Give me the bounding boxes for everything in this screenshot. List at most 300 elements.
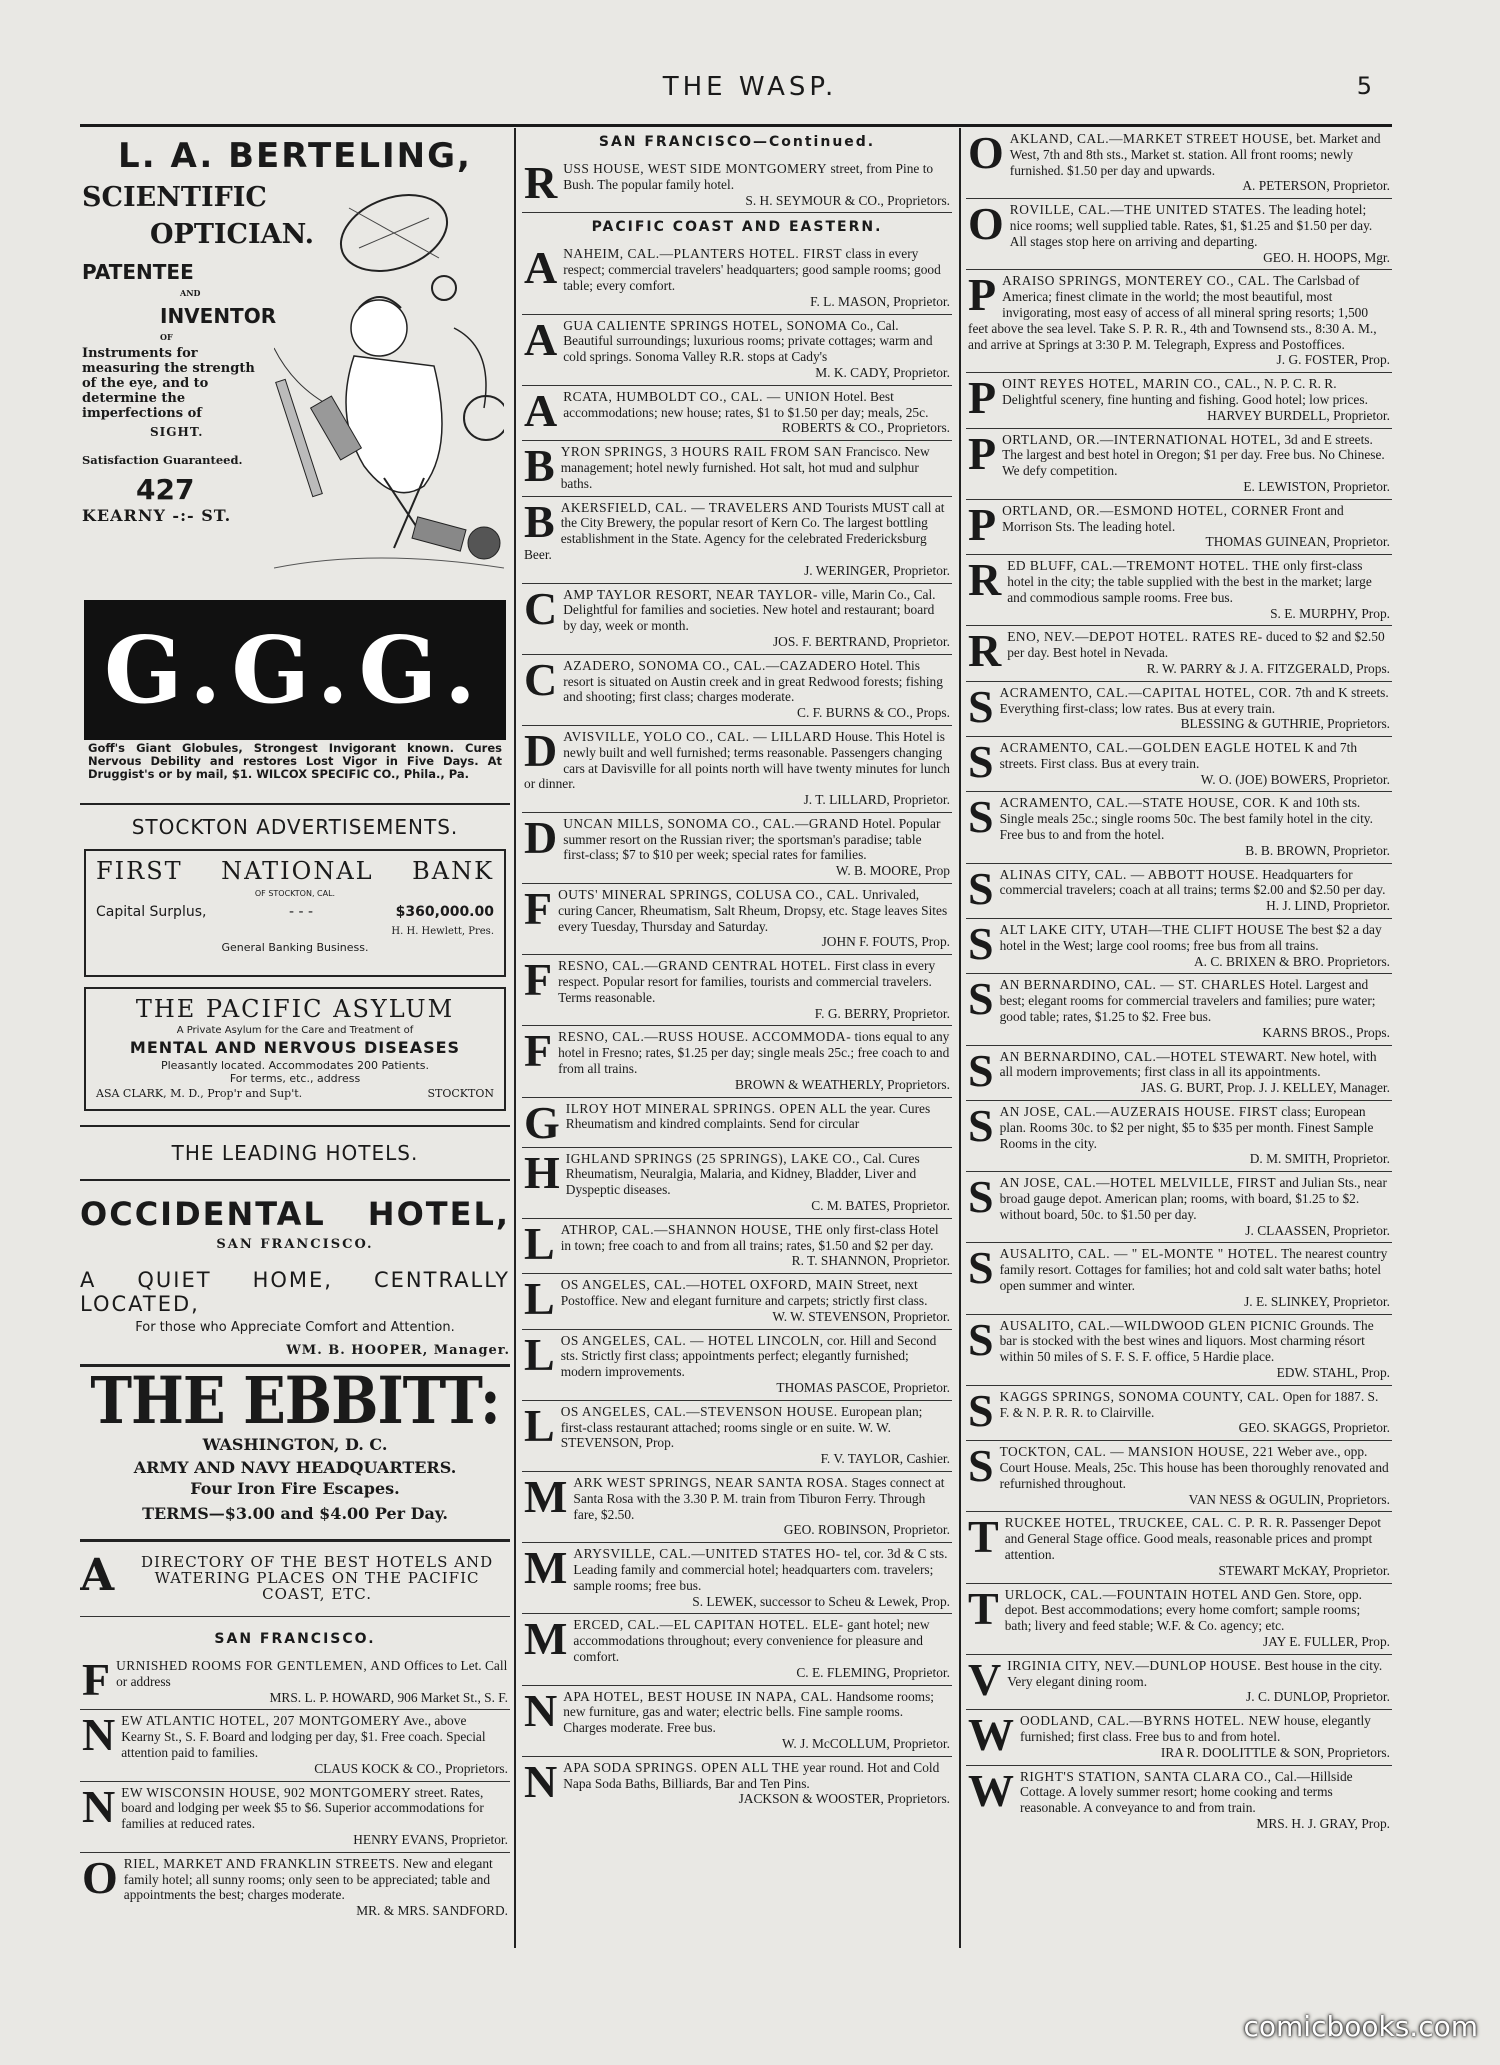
drop-cap-initial: H: [524, 1146, 560, 1198]
listing-headline: AUSALITO, CAL. — " EL-MONTE " HOTEL.: [999, 1246, 1278, 1262]
listing-proprietor: STEWART McKAY, Proprietor.: [1218, 1562, 1390, 1578]
listing-proprietor: CLAUS KOCK & CO., Proprietors.: [314, 1760, 508, 1776]
drop-cap-initial: B: [524, 495, 555, 547]
listing-body: Handsome rooms; new furniture, gas and water; electric bells. Fine sample rooms. Charges moderate. Free bus.: [563, 1688, 935, 1736]
listing-headline: ACRAMENTO, CAL.—CAPITAL HOTEL, COR.: [999, 684, 1292, 700]
hotel-listing: [522, 954, 952, 1025]
listing-headline: AN BERNARDINO, CAL. — ST. CHARLES: [999, 977, 1266, 993]
drop-cap-initial: N: [82, 1709, 116, 1761]
asylum-ad: [84, 987, 506, 1111]
berteling-ad: [80, 128, 510, 588]
hotel-listing: [522, 385, 952, 440]
san-francisco-header: SAN FRANCISCO.: [80, 1616, 510, 1655]
bank-business: General Banking Business.: [221, 941, 369, 954]
hotel-listing: [522, 314, 952, 385]
drop-cap-initial: D: [524, 811, 558, 863]
listing-body: year round. Hot and Cold Napa Soda Baths, Billiards, Bar and Ten Pins.: [563, 1759, 940, 1791]
listing-headline: OS ANGELES, CAL. — HOTEL LINCOLN,: [560, 1332, 824, 1348]
listing-proprietor: J. T. LILLARD, Proprietor.: [803, 792, 950, 808]
listing-body: duced to $2 and $2.50 per day. Best hotel in Nevada.: [1007, 629, 1385, 661]
left-column: [80, 128, 510, 1948]
drop-cap-initial: V: [968, 1653, 1002, 1705]
listing-headline: AN BERNARDINO, CAL.—HOTEL STEWART.: [999, 1048, 1288, 1064]
listing-headline: OINT REYES HOTEL, MARIN CO., CAL.,: [1002, 376, 1261, 392]
listing-body: gant hotel; new accommodations throughout; every convenience for pleasure and comfort.: [573, 1617, 930, 1664]
listing-proprietor: HENRY EVANS, Proprietor.: [353, 1831, 508, 1847]
sf-continued-listings: [522, 158, 952, 212]
sf-continued-header: SAN FRANCISCO—Continued.: [598, 134, 876, 150]
listing-proprietor: J. E. SLINKEY, Proprietor.: [1244, 1293, 1390, 1309]
bank-dashes: - - -: [289, 904, 314, 920]
drop-cap-initial: S: [968, 1384, 994, 1436]
hotel-listing: [522, 1756, 952, 1811]
asylum-diseases: MENTAL AND NERVOUS DISEASES: [129, 1038, 461, 1057]
listing-headline: ED BLUFF, CAL.—TREMONT HOTEL. THE: [1007, 558, 1280, 574]
bank-capital-label: Capital Surplus,: [96, 904, 207, 920]
listing-proprietor: J. WERINGER, Proprietor.: [804, 562, 950, 578]
listing-body: tions equal to any hotel in Fresno; rates, $1.25 per day; single meals 25c.; free coach to and from all trains.: [558, 1029, 950, 1077]
listing-body: only first-class Hotel in town; free coach to and from all trains; rates, $1.50 and $2 per day.: [560, 1221, 939, 1253]
listing-proprietor: IRA R. DOOLITTLE & SON, Proprietors.: [1160, 1744, 1390, 1760]
bank-ad: [84, 849, 506, 977]
drop-cap-initial: S: [968, 1044, 994, 1096]
hotel-listing: [966, 372, 1392, 427]
listing-headline: IRGINIA CITY, NEV.—DUNLOP HOUSE.: [1007, 1657, 1262, 1673]
listing-proprietor: S. LEWEK, successor to Scheu & Lewek, Prop.: [692, 1593, 950, 1609]
listing-proprietor: JAS. G. BURT, Prop. J. J. KELLEY, Manager.: [1140, 1080, 1390, 1096]
listing-proprietor: S. H. SEYMOUR & CO., Proprietors.: [745, 192, 950, 208]
bank-capital-value: $360,000.00: [395, 904, 494, 920]
listing-headline: RIGHT'S STATION, SANTA CLARA CO.,: [1020, 1768, 1272, 1784]
listing-proprietor: J. CLAASSEN, Proprietor.: [1245, 1222, 1390, 1238]
listing-proprietor: A. C. BRIXEN & BRO. Proprietors.: [1193, 953, 1390, 969]
listing-headline: IGHLAND SPRINGS (25 SPRINGS), LAKE CO.,: [565, 1150, 860, 1166]
listing-body: class; European plan. Rooms 30c. to $2 per night, $5 to $35 per month. Finest Sample Rooms in the city.: [999, 1104, 1374, 1151]
drop-cap-initial: W: [968, 1709, 1014, 1761]
hotel-listing: [522, 883, 952, 954]
pacific-coast-listings: [522, 243, 952, 1811]
listing-body: 7th and K streets. Everything first-class; low rates. Bus at every train.: [999, 684, 1389, 716]
listing-headline: AUSALITO, CAL.—WILDWOOD GLEN PICNIC: [999, 1317, 1297, 1333]
berteling-inventor: INVENTOR: [160, 304, 277, 328]
listing-proprietor: W. J. McCOLLUM, Proprietor.: [782, 1735, 950, 1751]
drop-cap-initial: S: [968, 1242, 994, 1294]
listing-body: cor. Hill and Second sts. Strictly first class; appointments perfect; elegantly furnished; modern improvements.: [560, 1332, 937, 1380]
column-divider-1: [514, 128, 516, 1948]
hotel-listings: [966, 128, 1392, 1836]
drop-cap-initial: A: [524, 313, 558, 365]
listing-body: class in every respect; commercial travelers' headquarters; good sample rooms; good table; every comfort.: [563, 246, 941, 293]
listing-proprietor: HARVEY BURDELL, Proprietor.: [1207, 407, 1390, 423]
drop-cap-initial: L: [524, 1217, 555, 1269]
listing-headline: ENO, NEV.—DEPOT HOTEL. RATES RE-: [1007, 629, 1263, 645]
hotel-listing: [966, 1171, 1392, 1242]
hotel-listing: [522, 1542, 952, 1613]
ebbitt-escapes: Four Iron Fire Escapes.: [190, 1479, 400, 1498]
listing-proprietor: MR. & MRS. SANDFORD.: [356, 1903, 508, 1919]
hotel-listing: [522, 1097, 952, 1147]
drop-cap-initial: A: [524, 242, 558, 294]
listing-headline: UNCAN MILLS, SONOMA CO., CAL.—GRAND: [563, 815, 859, 831]
listing-body: House. This Hotel is newly built and well furnished; terms reasonable. Passengers changing cars at Davisville for all points north will have twenty minutes for lunch or dinner.: [524, 728, 950, 792]
leading-hotels-header: THE LEADING HOTELS.: [80, 1125, 510, 1171]
listing-headline: USS HOUSE, WEST SIDE MONTGOMERY: [563, 161, 828, 176]
listing-body: Headquarters for commercial travelers; coach at all trains; terms $2.00 and $2.50 per day.: [999, 866, 1386, 898]
listing-body: Offices to Let. Call or address: [116, 1658, 508, 1689]
listing-proprietor: F. G. BERRY, Proprietor.: [814, 1005, 950, 1021]
hotel-listing: [522, 1329, 952, 1400]
listing-headline: ERCED, CAL.—EL CAPITAN HOTEL. ELE-: [573, 1617, 844, 1633]
drop-cap-initial: G: [524, 1096, 560, 1148]
listing-headline: EW ATLANTIC HOTEL, 207 MONTGOMERY: [121, 1713, 401, 1729]
listing-headline: ORTLAND, OR.—ESMOND HOTEL, CORNER: [1002, 502, 1289, 518]
listing-headline: KAGGS SPRINGS, SONOMA COUNTY, CAL.: [999, 1388, 1280, 1404]
drop-cap-initial: C: [524, 582, 558, 634]
drop-cap-initial: S: [968, 1313, 994, 1365]
hotel-listing: [966, 1385, 1392, 1440]
hotel-listing: [80, 1655, 510, 1709]
listing-body: and 10th sts. Single meals 25c.; single rooms 50c. The best family hotel in the city. Free bus to and from the hotel.: [999, 795, 1373, 843]
listing-proprietor: KARNS BROS., Props.: [1262, 1024, 1390, 1040]
occidental-city: SAN FRANCISCO.: [216, 1237, 374, 1252]
drop-cap-initial: O: [968, 198, 1004, 250]
listing-headline: ARYSVILLE, CAL.—UNITED STATES HO-: [573, 1546, 841, 1562]
listing-body: N. P. C. R. R. Delightful scenery, fine hunting and fishing. Good hotel; low prices.: [1002, 376, 1368, 407]
listing-body: The Carlsbad of America; finest climate in the world; the most beautiful, most invigorating, most easy of access of all mineral spring resorts; 1,500 feet above the sea level. Take S. P. R. R., 4th and Townsend sts., 8:30 A. M., and arrive at Springs at 3:30 P. M. Telegraph, Express and Postoffices.: [968, 273, 1377, 352]
listing-body: Unrivaled, curing Cancer, Rheumatism, Salt Rheum, Dropsy, etc. Stage leaves Sites every Tuesday, Thursday and Saturday.: [558, 887, 948, 934]
listing-headline: AMP TAYLOR RESORT, NEAR TAYLOR-: [563, 586, 818, 602]
listing-proprietor: H. J. LIND, Proprietor.: [1266, 898, 1390, 914]
listing-headline: ARAISO SPRINGS, MONTEREY CO., CAL.: [1002, 273, 1271, 289]
drop-cap-initial: S: [968, 791, 994, 843]
listing-headline: RESNO, CAL.—GRAND CENTRAL HOTEL.: [558, 958, 832, 974]
asylum-name: THE PACIFIC ASYLUM: [135, 995, 455, 1023]
listing-body: and Julian Sts., near broad gauge depot. American plan; rooms, with board, $1.25 to $2. without board, 50c. to $1.50 per day.: [999, 1175, 1387, 1222]
listing-body: house, elegantly furnished; first class. Free bus to and from hotel.: [1020, 1713, 1371, 1744]
occidental-manager: WM. B. HOOPER, Manager.: [286, 1343, 510, 1358]
listing-headline: ACRAMENTO, CAL.—STATE HOUSE, COR. K: [999, 795, 1290, 811]
hotel-listing: [522, 654, 952, 725]
listing-headline: YRON SPRINGS, 3 HOURS RAIL FROM SAN: [560, 444, 843, 460]
listing-proprietor: F. V. TAYLOR, Cashier.: [820, 1451, 950, 1467]
drop-cap-initial: A: [524, 384, 558, 436]
listing-body: Hotel. Popular summer resort on the Russian river; the sportsman's paradise; table first-class; $7 to $10 per week; special rates for families.: [563, 815, 941, 863]
drop-cap-initial: R: [968, 625, 1002, 677]
listing-proprietor: GEO. SKAGGS, Proprietor.: [1238, 1420, 1390, 1436]
drop-cap-initial: D: [524, 724, 558, 776]
hotel-listing: [522, 1613, 952, 1684]
listing-proprietor: BROWN & WEATHERLY, Proprietors.: [734, 1076, 950, 1092]
hotel-listing: [80, 1709, 510, 1780]
pacific-coast-header: PACIFIC COAST AND EASTERN.: [522, 212, 952, 243]
listing-proprietor: JAY E. FULLER, Prop.: [1263, 1633, 1390, 1649]
listing-proprietor: J. C. DUNLOP, Proprietor.: [1246, 1689, 1390, 1705]
listing-headline: AKLAND, CAL.—MARKET STREET HOUSE,: [1009, 131, 1293, 146]
listing-body: New hotel, with all modern improvements; first class in all its appointments.: [999, 1048, 1377, 1080]
listing-body: Open for 1887. S. F. & N. P. R. R. to Clairville.: [999, 1388, 1379, 1420]
listing-body: Hotel. This resort is situated on Austin creek and in great Redwood forests; fishing and shooting; first class; charges moderate.: [563, 657, 943, 705]
cherub-illustration: [274, 178, 504, 578]
berteling-description: Instruments for measuring the strength of the eye, and to determine the imperfections of: [82, 346, 255, 421]
hotel-listing: [966, 863, 1392, 918]
listing-proprietor: S. E. MURPHY, Prop.: [1270, 605, 1390, 621]
hotel-listing: [966, 428, 1392, 499]
listing-proprietor: EDW. STAHL, Prop.: [1276, 1364, 1390, 1380]
drop-cap-initial: R: [968, 554, 1002, 606]
ebbitt-ad: [80, 1364, 510, 1523]
hotel-listing: [966, 1511, 1392, 1582]
listing-body: Ave., above Kearny St., S. F. Board and lodging per day, $1. Free coach. Special attention paid to families.: [121, 1713, 486, 1760]
drop-cap-initial: B: [524, 440, 555, 492]
hotel-listing: [522, 1273, 952, 1328]
listing-body: Francisco. New management; hotel newly furnished. Hot salt, hot mud and sulphur baths.: [560, 444, 930, 491]
hotel-listing: [966, 1314, 1392, 1385]
drop-cap-initial: P: [968, 372, 997, 424]
listing-headline: RCATA, HUMBOLDT CO., CAL. — UNION: [563, 388, 831, 404]
drop-cap-initial: F: [524, 954, 553, 1006]
listing-proprietor: J. G. FOSTER, Prop.: [1276, 352, 1390, 368]
listing-headline: OS ANGELES, CAL.—HOTEL OXFORD, MAIN: [560, 1277, 854, 1293]
listing-headline: OS ANGELES, CAL.—STEVENSON HOUSE.: [560, 1403, 838, 1419]
hotel-listing: [966, 1765, 1392, 1836]
drop-cap-initial: T: [968, 1511, 999, 1563]
listing-headline: URLOCK, CAL.—FOUNTAIN HOTEL AND: [1004, 1586, 1272, 1602]
hotel-listing: [966, 681, 1392, 736]
drop-cap-initial: C: [524, 653, 558, 705]
listing-proprietor: R. W. PARRY & J. A. FITZGERALD, Props.: [1146, 660, 1390, 676]
listing-proprietor: E. LEWISTON, Proprietor.: [1243, 478, 1390, 494]
hotel-listing: [966, 1709, 1392, 1764]
drop-cap-initial: P: [968, 269, 997, 321]
berteling-number: 427: [136, 473, 195, 506]
drop-cap-initial: S: [968, 918, 994, 970]
hotel-listing: [80, 1852, 510, 1923]
listing-proprietor: A. PETERSON, Proprietor.: [1242, 178, 1390, 194]
listing-proprietor: MRS. L. P. HOWARD, 906 Market St., S. F.: [269, 1689, 508, 1705]
listing-headline: ORTLAND, OR.—INTERNATIONAL HOTEL,: [1002, 431, 1281, 447]
listing-body: The nearest country family resort. Cottages for families; hot and cold salt water baths; hotel open summer and winter.: [999, 1246, 1388, 1293]
listing-body: street. Rates, board and lodging per week $5 to $6. Superior accommodations for families at reduced rates.: [121, 1784, 484, 1832]
listing-body: the year. Cures Rheumatism and kindred complaints. Send for circular: [565, 1100, 931, 1132]
magazine-title: THE WASP.: [662, 72, 838, 102]
listing-headline: AZADERO, SONOMA CO., CAL.—CAZADERO: [563, 657, 857, 673]
occidental-sub: For those who Appreciate Comfort and Attention.: [135, 1320, 455, 1335]
drop-cap-initial: F: [82, 1654, 111, 1705]
listing-proprietor: JOS. F. BERTRAND, Proprietor.: [772, 633, 950, 649]
listing-headline: ARK WEST SPRINGS, NEAR SANTA ROSA.: [573, 1474, 849, 1490]
hotel-listing: [966, 918, 1392, 973]
listing-body: R. Passenger Depot and General Stage office. Good meals, reasonable prices and prompt attention.: [1004, 1515, 1382, 1562]
middle-column: [522, 128, 952, 1948]
listing-headline: GUA CALIENTE SPRINGS HOTEL, SONOMA: [563, 317, 848, 333]
drop-cap-initial: O: [82, 1851, 118, 1903]
listing-body: ville, Marin Co., Cal. Delightful for families and societies. New hotel and restaurant; board by day, week or month.: [563, 586, 936, 634]
page-number: 5: [1356, 72, 1372, 100]
listing-body: Co., Cal. Beautiful surroundings; luxurious rooms; private cottages; warm and cold springs. Sonoma Valley R.R. stops at Cady's: [563, 317, 933, 365]
drop-cap-initial: S: [968, 1171, 994, 1223]
hotel-listing: [966, 269, 1392, 372]
ggg-logo-banner: [84, 600, 506, 740]
listing-proprietor: W. O. (JOE) BOWERS, Proprietor.: [1200, 771, 1390, 787]
hotel-listing: [966, 1583, 1392, 1654]
hotel-listing: [966, 1100, 1392, 1171]
berteling-patentee: PATENTEE: [82, 260, 194, 284]
listing-body: Hotel. Best accommodations; new house; rates, $1 to $1.50 per day; meals, 25c.: [563, 388, 929, 420]
hotel-listing: [522, 1685, 952, 1756]
drop-cap-initial: M: [524, 1470, 568, 1522]
listing-proprietor: JACKSON & WOOSTER, Proprietors.: [738, 1791, 950, 1807]
hotel-listing: [966, 554, 1392, 625]
listing-headline: ACRAMENTO, CAL.—GOLDEN EAGLE HOTEL: [999, 740, 1301, 756]
berteling-and: AND: [180, 288, 201, 298]
listing-headline: NAHEIM, CAL.—PLANTERS HOTEL. FIRST: [563, 246, 843, 262]
listing-body: 3d and E streets. The largest and best hotel in Oregon; $1 per day. Free bus. No Chinese. We defy competition.: [1002, 431, 1385, 479]
listing-headline: APA SODA SPRINGS. OPEN ALL THE: [563, 1759, 800, 1775]
listing-body: bet. Market and West, 7th and 8th sts., Market st. station. All front rooms; newly furnished. $1.50 per day and upwards.: [1009, 131, 1381, 178]
berteling-title1: SCIENTIFIC: [82, 182, 267, 213]
hotel-listing: [966, 736, 1392, 791]
ebbitt-terms: TERMS—$3.00 and $4.00 Per Day.: [142, 1504, 448, 1523]
hotel-listing: [522, 1471, 952, 1542]
hotel-listing: [522, 158, 952, 212]
listing-proprietor: M. K. CADY, Proprietor.: [815, 364, 950, 380]
listing-headline: AKERSFIELD, CAL. — TRAVELERS AND: [560, 499, 823, 515]
drop-cap-initial: S: [968, 973, 994, 1025]
listing-proprietor: R. T. SHANNON, Proprietor.: [791, 1253, 950, 1269]
watermark: comicbooks.com: [1243, 2010, 1478, 2043]
hotel-listing: [966, 973, 1392, 1044]
berteling-sight: SIGHT.: [150, 425, 204, 439]
berteling-of: OF: [160, 332, 173, 342]
listing-proprietor: VAN NESS & OGULIN, Proprietors.: [1188, 1491, 1390, 1507]
hotel-listing: [966, 791, 1392, 862]
listing-proprietor: W. B. MOORE, Prop: [835, 863, 950, 879]
drop-cap-initial: F: [524, 1025, 553, 1077]
listing-proprietor: C. M. BATES, Proprietor.: [811, 1198, 950, 1214]
occidental-name: OCCIDENTAL HOTEL,: [80, 1195, 510, 1233]
hotel-listing: [966, 1654, 1392, 1709]
directory-initial: A: [80, 1550, 115, 1601]
ebbitt-name: THE EBBITT:: [90, 1363, 500, 1439]
listing-body: European plan; first-class restaurant attached; rooms single or en suite. W. W. STEVENSON, Prop.: [560, 1403, 923, 1451]
drop-cap-initial: S: [968, 736, 994, 788]
listing-proprietor: GEO. H. HOOPS, Mgr.: [1263, 249, 1390, 265]
drop-cap-initial: N: [524, 1755, 558, 1807]
drop-cap-initial: L: [524, 1399, 555, 1451]
berteling-street: KEARNY -:- ST.: [82, 506, 232, 525]
drop-cap-initial: L: [524, 1328, 555, 1380]
bank-president: H. H. Hewlett, Pres.: [391, 926, 494, 937]
ggg-logo: G.G.G.: [104, 616, 486, 724]
listing-proprietor: F. L. MASON, Proprietor.: [810, 293, 950, 309]
asylum-subtitle: A Private Asylum for the Care and Treatment of: [176, 1025, 414, 1036]
drop-cap-initial: N: [524, 1684, 558, 1736]
listing-body: First class in every respect. Popular resort for families, tourists and commercial travelers. Terms reasonable.: [558, 958, 936, 1005]
listing-body: Tourists MUST call at the City Brewery, the popular resort of Kern Co. The largest bottling establishment in the State. Agency for the celebrated Fredericksburg Beer.: [524, 499, 945, 562]
listing-body: Gen. Store, opp. depot. Best accommodations; every home comfort; sample rooms; bath; livery and feed stable; W.F. & Co. agency; etc.: [1004, 1586, 1362, 1634]
listing-headline: ALT LAKE CITY, UTAH—THE CLIFT HOUSE: [999, 922, 1285, 938]
listing-headline: AN JOSE, CAL.—HOTEL MELVILLE, FIRST: [999, 1175, 1277, 1191]
listing-proprietor: C. E. FLEMING, Proprietor.: [796, 1664, 950, 1680]
drop-cap-initial: M: [524, 1542, 568, 1594]
stockton-advertisements-header: STOCKTON ADVERTISEMENTS.: [80, 803, 510, 839]
listing-body: Stages connect at Santa Rosa with the 3.30 P. M. train from Tiburon Ferry. Through fare, $2.50.: [573, 1474, 945, 1522]
listing-body: Grounds. The bar is stocked with the best wines and liquors. Most charming résort within 50 miles of S. F. S. F. office, 5 Hardie place.: [999, 1317, 1374, 1365]
listing-headline: OODLAND, CAL.—BYRNS HOTEL. NEW: [1020, 1713, 1281, 1729]
drop-cap-initial: L: [524, 1273, 555, 1325]
ebbitt-hq: ARMY AND NAVY HEADQUARTERS.: [133, 1458, 457, 1477]
listing-headline: URNISHED ROOMS FOR GENTLEMEN, AND: [116, 1658, 401, 1673]
hotel-listing: [522, 1025, 952, 1096]
occidental-tagline: A QUIET HOME, CENTRALLY LOCATED,: [80, 1268, 510, 1316]
hotel-listing: [522, 243, 952, 313]
hotel-listing: [966, 1440, 1392, 1511]
listing-body: K and 7th streets. First class. Bus at every train.: [999, 740, 1358, 771]
listing-proprietor: B. B. BROWN, Proprietor.: [1245, 842, 1390, 858]
drop-cap-initial: S: [968, 1100, 994, 1152]
listing-body: tel, cor. 3d & C sts. Leading family and commercial hotel; headquarters com. travelers; sample rooms; free bus.: [573, 1546, 948, 1593]
hotel-listing: [522, 496, 952, 583]
listing-body: Hotel. Largest and best; elegant rooms for commercial travelers and families; pure water; good table; rates, $1.25 to $2. Free bus.: [999, 977, 1376, 1025]
directory-header: [80, 1539, 510, 1602]
hotel-listing: [522, 1400, 952, 1471]
ggg-caption: Goff's Giant Globules, Strongest Invigorant known. Cures Nervous Debility and restores Lost Vigor in Five Days. At Druggist's or by mail, $1. WILCOX SPECIFIC CO., Phila., Pa.: [88, 741, 502, 781]
listing-headline: TOCKTON, CAL. — MANSION HOUSE, 221: [999, 1444, 1275, 1460]
listing-headline: ATHROP, CAL.—SHANNON HOUSE, THE: [560, 1221, 823, 1237]
drop-cap-initial: W: [968, 1764, 1014, 1816]
listing-body: only first-class hotel in the city; the table supplied with the best in the market; large and commodious sample rooms. Free bus.: [1007, 558, 1372, 605]
listing-headline: ROVILLE, CAL.—THE UNITED STATES.: [1009, 202, 1266, 218]
directory-text: DIRECTORY OF THE BEST HOTELS AND WATERING PLACES ON THE PACIFIC COAST, ETC.: [141, 1553, 494, 1603]
san-francisco-listings: [80, 1655, 510, 1923]
listing-proprietor: MRS. H. J. GRAY, Prop.: [1256, 1815, 1390, 1831]
asylum-line1: Pleasantly located. Accommodates 200 Patients.: [160, 1059, 430, 1072]
drop-cap-initial: R: [524, 157, 558, 208]
hotel-listing: [966, 198, 1392, 269]
drop-cap-initial: P: [968, 427, 997, 479]
hotel-listing: [966, 128, 1392, 198]
hotel-listing: [522, 1218, 952, 1273]
hotel-listing: [522, 812, 952, 883]
berteling-guarantee: Satisfaction Guaranteed.: [82, 453, 243, 467]
asylum-doctor: ASA CLARK, M. D., Prop'r and Sup't.: [96, 1087, 303, 1100]
drop-cap-initial: T: [968, 1582, 999, 1634]
listing-headline: RIEL, MARKET AND FRANKLIN STREETS.: [123, 1855, 400, 1871]
listing-proprietor: D. M. SMITH, Proprietor.: [1249, 1151, 1390, 1167]
bank-name: FIRST NATIONAL BANK: [96, 857, 494, 885]
listing-body: The leading hotel; nice rooms; well supplied table. Rates, $1, $1.25 and $1.50 per day. All stages stop here on arriving and departing.: [1009, 202, 1373, 249]
top-rule: [80, 124, 1392, 127]
occidental-hotel-ad: [80, 1179, 510, 1358]
listing-body: Weber ave., opp. Court House. Meals, 25c. This house has been thoroughly renovated and refurnished throughout.: [999, 1444, 1389, 1491]
hotel-listing: [966, 499, 1392, 554]
listing-headline: EW WISCONSIN HOUSE, 902 MONTGOMERY: [121, 1784, 412, 1800]
drop-cap-initial: S: [968, 680, 994, 732]
listing-headline: ALINAS CITY, CAL. — ABBOTT HOUSE.: [999, 866, 1259, 882]
hotel-listing: [522, 1147, 952, 1218]
listing-proprietor: W. W. STEVENSON, Proprietor.: [772, 1308, 950, 1324]
asylum-place: STOCKTON: [427, 1087, 494, 1100]
listing-proprietor: JOHN F. FOUTS, Prop.: [821, 934, 950, 950]
hotel-listing: [966, 625, 1392, 680]
hotel-listing: [80, 1781, 510, 1852]
listing-proprietor: GEO. ROBINSON, Proprietor.: [783, 1522, 950, 1538]
drop-cap-initial: S: [968, 1440, 994, 1492]
listing-headline: APA HOTEL, BEST HOUSE IN NAPA, CAL.: [563, 1688, 833, 1704]
listing-proprietor: BLESSING & GUTHRIE, Proprietors.: [1180, 716, 1390, 732]
hotel-listing: [966, 1242, 1392, 1313]
berteling-name: L. A. BERTELING,: [118, 136, 472, 176]
